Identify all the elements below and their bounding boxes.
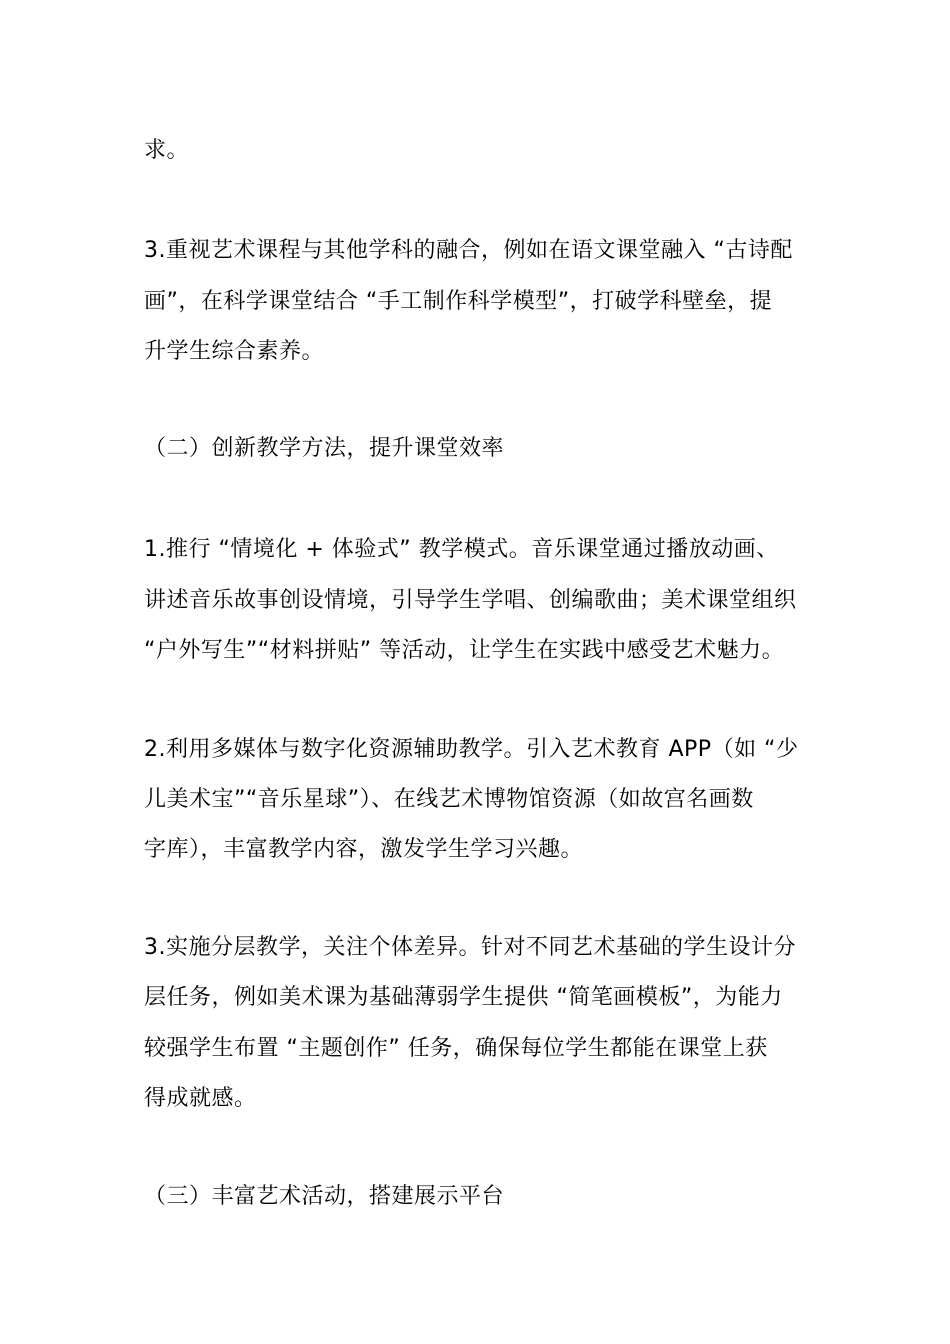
paragraph-line: 画”，在科学课堂结合 “手工制作科学模型”，打破学科壁垒，提 [144,289,773,314]
paragraph-line: 1.推行 “情境化 + 体验式” 教学模式。音乐课堂通过播放动画、 [144,537,779,562]
paragraph-line: 得成就感。 [144,1086,257,1111]
paragraph-line: 3.实施分层教学，关注个体差异。针对不同艺术基础的学生设计分 [144,935,796,960]
paragraph-line: 层任务，例如美术课为基础薄弱学生提供 “简笔画模板”，为能力 [144,985,783,1010]
paragraph-line: 升学生综合素养。 [144,339,325,364]
paragraph-line: 讲述音乐故事创设情境，引导学生学唱、创编歌曲；美术课堂组织 [144,588,797,613]
paragraph-line: 儿美术宝”“音乐星球”）、在线艺术博物馆资源（如故宫名画数 [144,787,754,812]
paragraph-line: 2.利用多媒体与数字化资源辅助教学。引入艺术教育 APP（如 “少 [144,737,799,762]
paragraph-line: 较强学生布置 “主题创作” 任务，确保每位学生都能在课堂上获 [144,1036,768,1061]
paragraph-line: “户外写生”“材料拼贴” 等活动，让学生在实践中感受艺术魅力。 [144,638,785,663]
section-heading: （二）创新教学方法，提升课堂效率 [144,436,505,461]
section-heading: （三）丰富艺术活动，搭建展示平台 [144,1184,505,1209]
paragraph-line: 字库），丰富教学内容，激发学生学习兴趣。 [144,837,584,862]
paragraph-line: 3.重视艺术课程与其他学科的融合，例如在语文课堂融入 “古诗配 [144,238,793,263]
paragraph-line: 求。 [144,138,190,163]
